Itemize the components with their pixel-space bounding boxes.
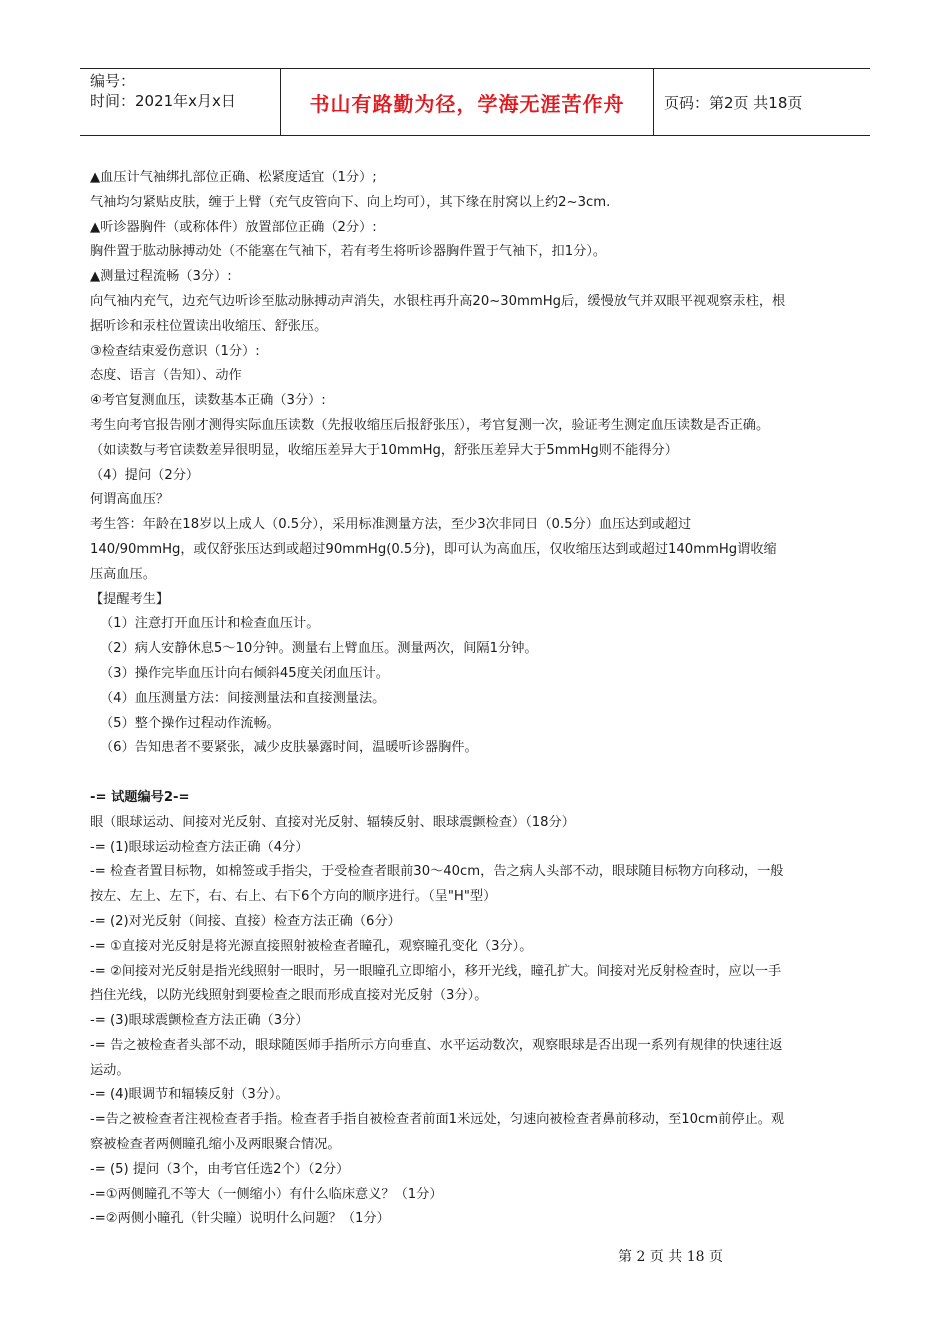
body-line: ▲血压计气袖绑扎部位正确、松紧度适宜（1分）; <box>90 170 377 185</box>
body-line: 态度、语言（告知）、动作 <box>90 368 242 384</box>
body-line: ▲测量过程流畅（3分）: <box>90 269 232 285</box>
body-line: 眼（眼球运动、间接对光反射、直接对光反射、辐辏反射、眼球震颤检查）（18分） <box>90 814 575 830</box>
header-left-cell <box>80 69 280 135</box>
body-line: -= ①直接对光反射是将光源直接照射被检查者瞳孔，观察瞳孔变化（3分）。 <box>90 938 533 954</box>
document-date-label: 时间：2021年x月x日 <box>90 92 236 110</box>
body-line: （4）提问（2分） <box>90 467 200 483</box>
body-line: -= (2)对光反射（间接、直接）检查方法正确（6分） <box>90 913 401 929</box>
body-line: （1）注意打开血压计和检查血压计。 <box>100 616 320 632</box>
body-line: 压高血压。 <box>90 566 156 582</box>
body-line: （4）血压测量方法：间接测量法和直接测量法。 <box>100 690 386 706</box>
body-line: （5）整个操作过程动作流畅。 <box>100 715 280 731</box>
body-line: -=②两侧小瞳孔（针尖瞳）说明什么问题？（1分） <box>90 1211 390 1227</box>
body-line: 考生向考官报告刚才测得实际血压读数（先报收缩压后报舒张压），考官复测一次，验证考生测定血压读数是否正确。 <box>90 417 770 433</box>
header-motto: 书山有路勤为径，学海无涯苦作舟 <box>280 69 654 135</box>
body-line: -=①两侧瞳孔不等大（一侧缩小）有什么临床意义？（1分） <box>90 1186 443 1202</box>
document-body <box>90 166 860 1232</box>
body-line: 气袖均匀紧贴皮肤，缠于上臂（充气皮管向下、向上均可），其下缘在肘窝以上约2~3cm. <box>90 194 611 210</box>
body-line: -= 试题编号2-= <box>90 789 190 805</box>
body-line: 考生答：年龄在18岁以上成人（0.5分），采用标准测量方法，至少3次非同日（0.5分）血压达到或超过 <box>90 517 692 533</box>
body-line: -= (4)眼调节和辐辏反射（3分）。 <box>90 1087 289 1103</box>
body-line: ④考官复测血压，读数基本正确（3分）: <box>90 393 326 409</box>
body-line: -= (5) 提问（3个，由考官任选2个）（2分） <box>90 1161 350 1177</box>
body-line: 据听诊和汞柱位置读出收缩压、舒张压。 <box>90 318 328 334</box>
document-number-label: 编号： <box>90 72 136 90</box>
body-line: -= (1)眼球运动检查方法正确（4分） <box>90 839 309 855</box>
body-line: 140/90mmHg，或仅舒张压达到或超过90mmHg(0.5分)，即可认为高血压，仅收缩压达到或超过140mmHg谓收缩 <box>90 541 777 557</box>
header-page-info: 页码：第2页 共18页 <box>664 93 803 112</box>
body-line: 何谓高血压？ <box>90 492 170 508</box>
body-line: 向气袖内充气，边充气边听诊至肱动脉搏动声消失，水银柱再升高20~30mmHg后，缓慢放气并双眼平视观察汞柱，根 <box>90 293 786 309</box>
body-line: （3）操作完毕血压计向右倾斜45度关闭血压计。 <box>100 665 389 681</box>
body-line: 运动。 <box>90 1062 130 1078</box>
page-header <box>80 68 870 136</box>
body-line: ③检查结束爱伤意识（1分）: <box>90 343 260 359</box>
body-line: -= ②间接对光反射是指光线照射一眼时，另一眼瞳孔立即缩小，移开光线，瞳孔扩大。间接对光反射检查时，应以一手 <box>90 963 782 979</box>
body-line: （6）告知患者不要紧张，减少皮肤暴露时间，温暖听诊器胸件。 <box>100 740 478 756</box>
body-line: 【提醒考生】 <box>90 591 170 607</box>
body-line: （如读数与考官读数差异很明显，收缩压差异大于10mmHg，舒张压差异大于5mmHg则不能得分） <box>90 442 678 458</box>
body-line: 挡住光线，以防光线照射到要检查之眼而形成直接对光反射（3分）。 <box>90 988 488 1004</box>
body-line: -= 告之被检查者头部不动，眼球随医师手指所示方向垂直、水平运动数次，观察眼球是否出现一系列有规律的快速往返 <box>90 1037 783 1053</box>
body-line: ▲听诊器胸件（或称体件）放置部位正确（2分）: <box>90 219 377 235</box>
body-line <box>90 761 860 786</box>
body-line: -=告之被检查者注视检查者手指。检查者手指自被检查者前面1米远处，匀速向被检查者鼻前移动，至10cm前停止。观 <box>90 1112 785 1128</box>
body-line: 胸件置于肱动脉搏动处（不能塞在气袖下，若有考生将听诊器胸件置于气袖下，扣1分）。 <box>90 244 607 260</box>
page-footer: 第 2 页 共 18 页 <box>618 1249 723 1265</box>
body-line: （2）病人安静休息5～10分钟。测量右上臂血压。测量两次，间隔1分钟。 <box>100 641 538 657</box>
body-line: 按左、左上、左下，右、右上、右下6个方向的顺序进行。（呈"H"型） <box>90 889 497 905</box>
body-line: -= (3)眼球震颤检查方法正确（3分） <box>90 1013 309 1029</box>
body-line: 察被检查者两侧瞳孔缩小及两眼聚合情况。 <box>90 1137 341 1153</box>
body-line: -= 检查者置目标物，如棉签或手指尖，于受检查者眼前30～40cm，告之病人头部不动，眼球随目标物方向移动，一般 <box>90 864 784 880</box>
